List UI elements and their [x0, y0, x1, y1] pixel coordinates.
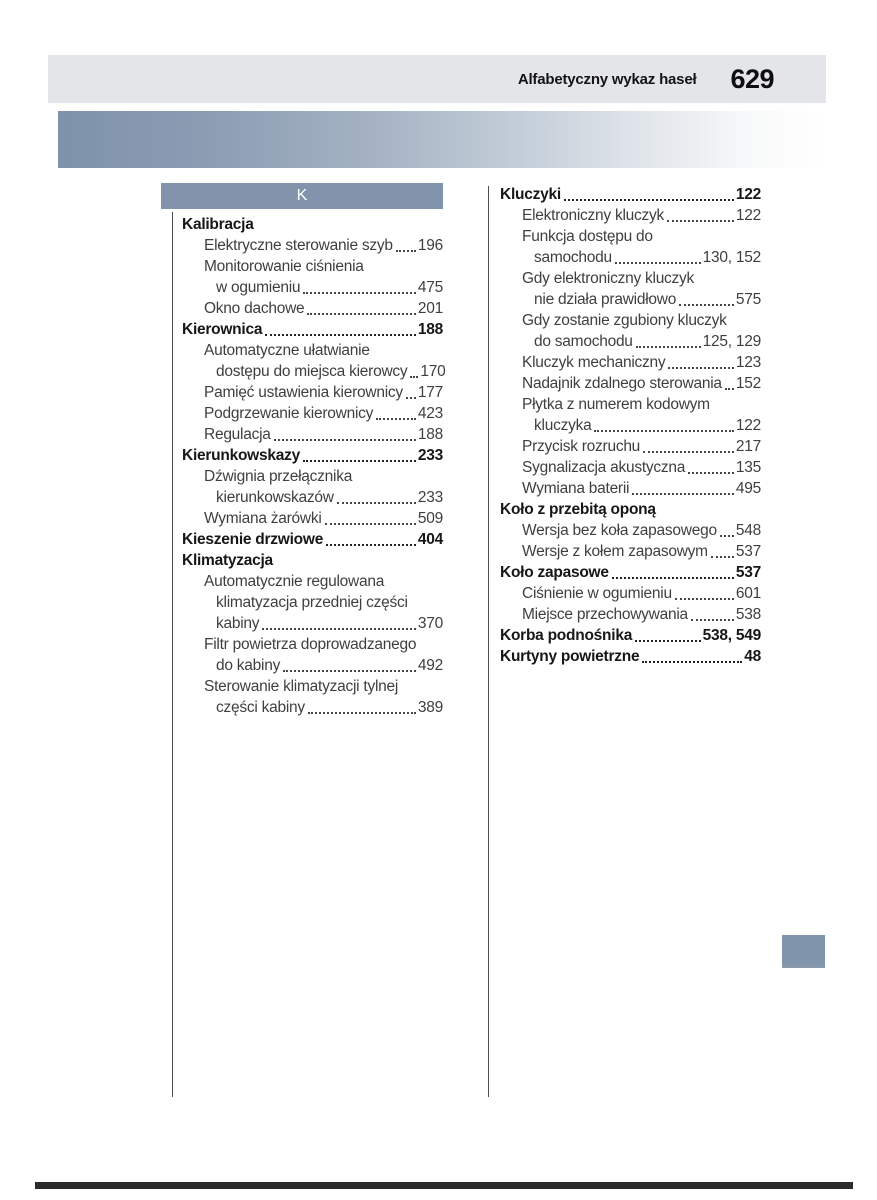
index-entry-page: 537 — [735, 543, 761, 560]
index-entry-page: 601 — [735, 585, 761, 602]
index-entry-page: 404 — [417, 531, 443, 548]
section-letter: K — [296, 187, 308, 204]
index-entry-line — [500, 541, 761, 562]
index-entry-label: Kluczyk mechaniczny — [522, 354, 666, 371]
index-entry-label: Wersje z kołem zapasowym — [522, 543, 708, 560]
index-entry-label: Przycisk rozruchu — [522, 438, 641, 455]
index-entry-page: 370 — [417, 615, 443, 632]
index-entry-page: 538 — [735, 606, 761, 623]
dot-leader — [265, 334, 416, 336]
dot-leader — [564, 199, 734, 201]
left-column-rule — [172, 212, 173, 1097]
dot-leader — [667, 220, 734, 222]
index-entry-line — [500, 562, 761, 583]
dot-leader — [337, 502, 416, 504]
index-entry-line — [182, 319, 443, 340]
dot-leader — [406, 397, 416, 399]
index-entry-line — [500, 415, 761, 436]
index-entry-label: Dźwignia przełącznika — [204, 468, 353, 485]
index-entry-line — [182, 298, 443, 319]
index-entry-label: Podgrzewanie kierownicy — [204, 405, 374, 422]
index-entry-label: Korba podnośnika — [500, 627, 633, 644]
index-column-left — [182, 214, 446, 718]
dot-leader — [307, 313, 415, 315]
index-entry-label: Sygnalizacja akustyczna — [522, 459, 686, 476]
dot-leader — [642, 661, 742, 663]
dot-leader — [594, 430, 733, 432]
dot-leader — [615, 262, 701, 264]
index-entry-label: części kabiny — [216, 699, 305, 716]
dot-leader — [303, 292, 416, 294]
index-entry-page: 188 — [417, 321, 443, 338]
index-entry-label: Wymiana baterii — [522, 480, 630, 497]
dot-leader — [274, 439, 416, 441]
index-entry-label: w ogumieniu — [216, 279, 301, 296]
index-entry-label: Filtr powietrza doprowadzanego — [204, 636, 417, 653]
index-entry-line — [500, 646, 761, 667]
index-entry-page: 548 — [735, 522, 761, 539]
index-entry-line — [182, 487, 443, 508]
index-entry-line — [500, 184, 761, 205]
index-entry-page: 389 — [417, 699, 443, 716]
index-entry-label: kierunkowskazów — [216, 489, 334, 506]
dot-leader — [303, 460, 416, 462]
index-entry-label: Wymiana żarówki — [204, 510, 322, 527]
index-entry-page: 509 — [417, 510, 443, 527]
dot-leader — [262, 628, 416, 630]
index-entry-line — [500, 436, 761, 457]
index-entry-line — [182, 277, 443, 298]
index-entry-page: 135 — [735, 459, 761, 476]
index-entry-page: 152 — [735, 375, 761, 392]
dot-leader — [376, 418, 416, 420]
index-entry-line — [182, 634, 443, 655]
dot-leader — [410, 376, 418, 378]
index-entry-page: 48 — [744, 648, 761, 665]
index-entry-label: Funkcja dostępu do — [522, 228, 653, 245]
dot-leader — [632, 493, 734, 495]
index-entry-page: 233 — [417, 447, 443, 464]
dot-leader — [636, 346, 701, 348]
dot-leader — [643, 451, 734, 453]
dot-leader — [725, 388, 734, 390]
index-entry-line — [182, 697, 443, 718]
index-entry-line — [182, 424, 443, 445]
index-entry-page: 122 — [735, 417, 761, 434]
index-entry-page: 188 — [417, 426, 443, 443]
index-entry-line — [182, 550, 443, 571]
index-entry-page: 170 — [420, 363, 446, 380]
dot-leader — [635, 640, 701, 642]
index-entry-label: kabiny — [216, 615, 260, 632]
index-entry-label: Kierunkowskazy — [182, 447, 300, 464]
decorative-gradient-band — [58, 111, 826, 168]
index-entry-page: 492 — [417, 657, 443, 674]
index-entry-page: 217 — [735, 438, 761, 455]
index-entry-label: Koło zapasowe — [500, 564, 609, 581]
page-header-band — [48, 55, 826, 103]
index-entry-line — [500, 226, 761, 247]
index-entry-label: Kurtyny powietrzne — [500, 648, 640, 665]
index-entry-label: Regulacja — [204, 426, 271, 443]
index-entry-label: Elektryczne sterowanie szyb — [204, 237, 393, 254]
index-entry-line — [182, 676, 443, 697]
index-entry-line — [500, 268, 761, 289]
index-entry-label: Nadajnik zdalnego sterowania — [522, 375, 722, 392]
index-entry-line — [182, 655, 443, 676]
index-entry-page: 495 — [735, 480, 761, 497]
index-entry-line — [500, 310, 761, 331]
dot-leader — [691, 619, 734, 621]
index-entry-line — [182, 256, 443, 277]
dot-leader — [308, 712, 416, 714]
index-entry-page: 475 — [417, 279, 443, 296]
dot-leader — [396, 250, 416, 252]
index-entry-line — [500, 247, 761, 268]
right-column-rule — [488, 186, 489, 1097]
index-entry-page: 130, 152 — [702, 249, 761, 266]
index-entry-label: samochodu — [534, 249, 612, 266]
index-entry-label: do kabiny — [216, 657, 281, 674]
dot-leader — [668, 367, 733, 369]
index-entry-label: Gdy zostanie zgubiony kluczyk — [522, 312, 727, 329]
index-entry-line — [500, 352, 761, 373]
index-entry-line — [500, 331, 761, 352]
index-entry-line — [182, 508, 443, 529]
index-entry-label: Elektroniczny kluczyk — [522, 207, 665, 224]
index-entry-page: 125, 129 — [702, 333, 761, 350]
dot-leader — [720, 535, 734, 537]
index-entry-label: Sterowanie klimatyzacji tylnej — [204, 678, 399, 695]
index-entry-page: 123 — [735, 354, 761, 371]
dot-leader — [326, 544, 416, 546]
index-entry-line — [182, 466, 443, 487]
index-entry-line — [500, 583, 761, 604]
index-entry-line — [182, 571, 443, 592]
index-entry-page: 201 — [417, 300, 443, 317]
dot-leader — [675, 598, 734, 600]
index-entry-label: nie działa prawidłowo — [534, 291, 677, 308]
index-entry-label: do samochodu — [534, 333, 633, 350]
index-entry-label: Kalibracja — [182, 216, 254, 233]
dot-leader — [711, 556, 734, 558]
index-entry-line — [182, 340, 443, 361]
index-entry-page: 122 — [735, 207, 761, 224]
index-entry-label: Gdy elektroniczny kluczyk — [522, 270, 695, 287]
thumb-index-marker — [782, 935, 825, 968]
index-entry-line — [500, 604, 761, 625]
index-entry-line — [182, 214, 443, 235]
running-title: Alfabetyczny wykaz haseł — [517, 70, 697, 88]
index-entry-page: 538, 549 — [702, 627, 761, 644]
index-entry-line — [500, 289, 761, 310]
index-entry-line — [500, 394, 761, 415]
index-entry-page: 177 — [417, 384, 443, 401]
index-entry-label: dostępu do miejsca kierowcy — [216, 363, 408, 380]
index-entry-label: Płytka z numerem kodowym — [522, 396, 710, 413]
index-entry-label: Pamięć ustawienia kierownicy — [204, 384, 403, 401]
index-entry-line — [182, 235, 443, 256]
index-entry-page: 196 — [417, 237, 443, 254]
page-number: 629 — [730, 63, 774, 94]
index-entry-line — [182, 361, 446, 382]
index-entry-label: Klimatyzacja — [182, 552, 273, 569]
index-entry-label: Ciśnienie w ogumieniu — [522, 585, 672, 602]
index-entry-page: 423 — [417, 405, 443, 422]
index-entry-line — [182, 403, 443, 424]
index-entry-label: Okno dachowe — [204, 300, 305, 317]
index-entry-label: Kierownica — [182, 321, 263, 338]
section-letter-header — [161, 183, 443, 209]
index-entry-page: 122 — [735, 186, 761, 203]
index-entry-label: Kieszenie drzwiowe — [182, 531, 324, 548]
dot-leader — [679, 304, 734, 306]
index-entry-line — [500, 373, 761, 394]
index-entry-line — [500, 478, 761, 499]
dot-leader — [325, 523, 416, 525]
index-entry-label: Koło z przebitą oponą — [500, 501, 656, 518]
index-entry-line — [182, 382, 443, 403]
index-entry-label: Miejsce przechowywania — [522, 606, 688, 623]
index-entry-line — [182, 445, 443, 466]
index-entry-label: klimatyzacja przedniej części — [216, 594, 408, 611]
index-entry-line — [182, 529, 443, 550]
scan-edge-bar — [35, 1182, 853, 1189]
dot-leader — [283, 670, 416, 672]
index-entry-line — [500, 520, 761, 541]
index-entry-label: kluczyka — [534, 417, 592, 434]
dot-leader — [688, 472, 734, 474]
index-entry-line — [182, 592, 443, 613]
index-column-right — [500, 184, 761, 667]
index-entry-label: Monitorowanie ciśnienia — [204, 258, 364, 275]
index-entry-line — [500, 205, 761, 226]
index-entry-page: 575 — [735, 291, 761, 308]
index-entry-label: Wersja bez koła zapasowego — [522, 522, 717, 539]
index-entry-line — [500, 625, 761, 646]
index-entry-line — [500, 457, 761, 478]
index-entry-page: 537 — [735, 564, 761, 581]
index-entry-page: 233 — [417, 489, 443, 506]
index-entry-label: Kluczyki — [500, 186, 561, 203]
index-entry-line — [500, 499, 761, 520]
dot-leader — [612, 577, 734, 579]
index-entry-line — [182, 613, 443, 634]
index-entry-label: Automatycznie regulowana — [204, 573, 385, 590]
index-entry-label: Automatyczne ułatwianie — [204, 342, 370, 359]
